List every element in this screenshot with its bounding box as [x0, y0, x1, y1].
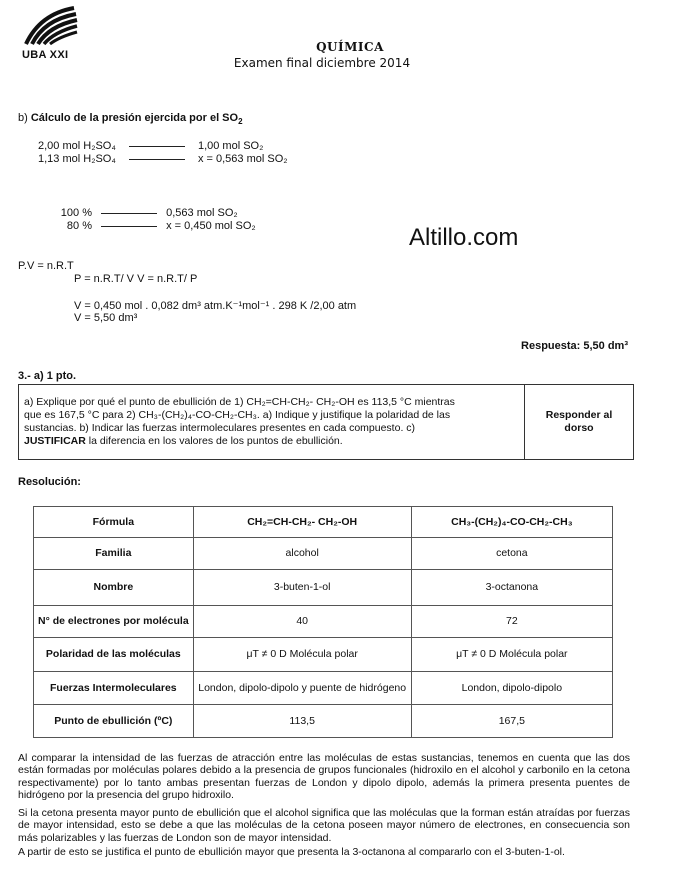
question-3-line-1: a) Explique por qué el punto de ebullición de 1) CH₂=CH-CH₂- CH₂-OH es 113,5 °C mientras: [24, 396, 455, 408]
table-header-row: [34, 507, 613, 538]
question-3-heading: 3.- a) 1 pto.: [18, 370, 77, 382]
table-row-label: Nombre: [34, 570, 194, 606]
table-row: [34, 638, 613, 672]
gas-law-line-1: P.V = n.R.T: [18, 260, 74, 272]
question-3-box: [18, 384, 634, 460]
table-cell: 3-buten-1-ol: [193, 570, 411, 606]
table-row: [34, 606, 613, 638]
yield-row-1-left: 100 %: [60, 207, 92, 219]
section-b-prefix: b): [18, 112, 31, 124]
stoich-row-2-right: x = 0,563 mol SO₂: [197, 153, 288, 165]
table-header-ketone: CH₃-(CH₂)₄-CO-CH₂-CH₃: [411, 507, 612, 538]
table-cell: London, dipolo-dipolo y puente de hidrógeno: [193, 672, 411, 705]
conclusion-paragraph-3: A partir de esto se justifica el punto de ebullición mayor que presenta la 3-octanona al compararlo con el 3-buten-1-ol.: [18, 846, 565, 858]
table-row: [34, 705, 613, 738]
yield-row-2-right: x = 0,450 mol SO₂: [166, 220, 256, 232]
table-cell: 3-octanona: [411, 570, 612, 606]
table-row-label: Punto de ebullición (ºC): [34, 705, 194, 738]
page-title: QUÍMICA: [316, 40, 384, 54]
logo-text: UBA XXI: [22, 49, 69, 61]
table-header-formula: Fórmula: [34, 507, 194, 538]
yield-divider: [101, 226, 157, 227]
table-cell: μT ≠ 0 D Molécula polar: [411, 638, 612, 672]
table-cell: cetona: [411, 538, 612, 570]
question-3-line-4: [24, 435, 519, 448]
question-3-line-4-text: la diferencia en los valores de los puntos de ebullición.: [88, 435, 343, 447]
gas-law-line-3: V = 0,450 mol . 0,082 dm³ atm.K⁻¹mol⁻¹ . 298 K /2,00 atm: [74, 300, 357, 312]
conclusion-paragraph-2: Si la cetona presenta mayor punto de ebullición que el alcohol significa que las moléculas que la forman están atraídas por fuerzas de mayor intensidad, esto se debe a que las moléculas de la cetona poseen mayor número de electrones, en consecuencia son más polarizables y las fuerzas de London son de mayor intensidad.: [18, 807, 630, 844]
justify-word: JUSTIFICAR: [24, 435, 86, 447]
resolution-heading: Resolución:: [18, 476, 81, 488]
table-row: [34, 570, 613, 606]
stoich-row-2-left: 1,13 mol H₂SO₄: [38, 153, 116, 165]
yield-row-2: [56, 220, 256, 232]
section-b-title: Cálculo de la presión ejercida por el SO: [30, 112, 239, 124]
stoich-row-1-left: 2,00 mol H₂SO₄: [38, 140, 116, 152]
section-b-sub: 2: [238, 117, 243, 127]
table-cell: alcohol: [193, 538, 411, 570]
table-cell: μT ≠ 0 D Molécula polar: [193, 638, 411, 672]
stoich-row-1-right: 1,00 mol SO₂: [197, 140, 264, 152]
table-row-label: Fuerzas Intermoleculares: [34, 672, 194, 705]
question-3-line-3: sustancias. b) Indicar las fuerzas intermoleculares presentes en cada compuesto. c): [24, 422, 416, 434]
table-cell: 72: [411, 606, 612, 638]
question-3-line-2: que es 167,5 °C para 2) CH₃-(CH₂)₄-CO-CH₂-CH₃. a) Indique y justifique la polaridad de las: [24, 409, 451, 421]
yield-row-1: [56, 207, 238, 219]
table-row-label: Familia: [34, 538, 194, 570]
yield-row-2-left: 80 %: [66, 220, 92, 232]
page-subtitle: Examen final diciembre 2014: [233, 56, 411, 70]
stoich-row-2: [38, 153, 288, 165]
question-3-text: [19, 385, 525, 460]
stoich-divider: [129, 159, 185, 160]
stoich-row-1: [38, 140, 263, 152]
stoich-divider: [129, 146, 185, 147]
yield-row-1-right: 0,563 mol SO₂: [166, 207, 238, 219]
section-b-heading: [18, 112, 243, 126]
conclusion-paragraph-1: Al comparar la intensidad de las fuerzas de atracción entre las moléculas de estas sustancias, tenemos en cuenta que las dos están formadas por moléculas polares debido a la presencia de grupos funcionales (hidroxilo en el alcohol y carbonilo en la cetona respectivamente) por lo tanto ambas presentan fuerzas de London y dipolo dipolo, además la primera presenta puentes de hidrógeno por la presencia del grupo hidroxilo.: [18, 752, 630, 801]
table-row: [34, 672, 613, 705]
table-row-label: Polaridad de las moléculas: [34, 638, 194, 672]
gas-law-line-2: P = n.R.T/ V V = n.R.T/ P: [74, 273, 198, 285]
table-cell: 40: [193, 606, 411, 638]
yield-divider: [101, 213, 157, 214]
table-cell: 113,5: [193, 705, 411, 738]
table-row-label: N° de electrones por molécula: [34, 606, 194, 638]
answer: Respuesta: 5,50 dm³: [521, 340, 628, 352]
table-cell: 167,5: [411, 705, 612, 738]
resolution-table: [33, 506, 613, 738]
answer-on-back-label: Responder al dorso: [525, 385, 634, 460]
table-header-alcohol: CH₂=CH-CH₂- CH₂-OH: [193, 507, 411, 538]
watermark: Altillo.com: [409, 224, 519, 251]
table-row: [34, 538, 613, 570]
gas-law-line-4: V = 5,50 dm³: [74, 312, 138, 324]
table-cell: London, dipolo-dipolo: [411, 672, 612, 705]
